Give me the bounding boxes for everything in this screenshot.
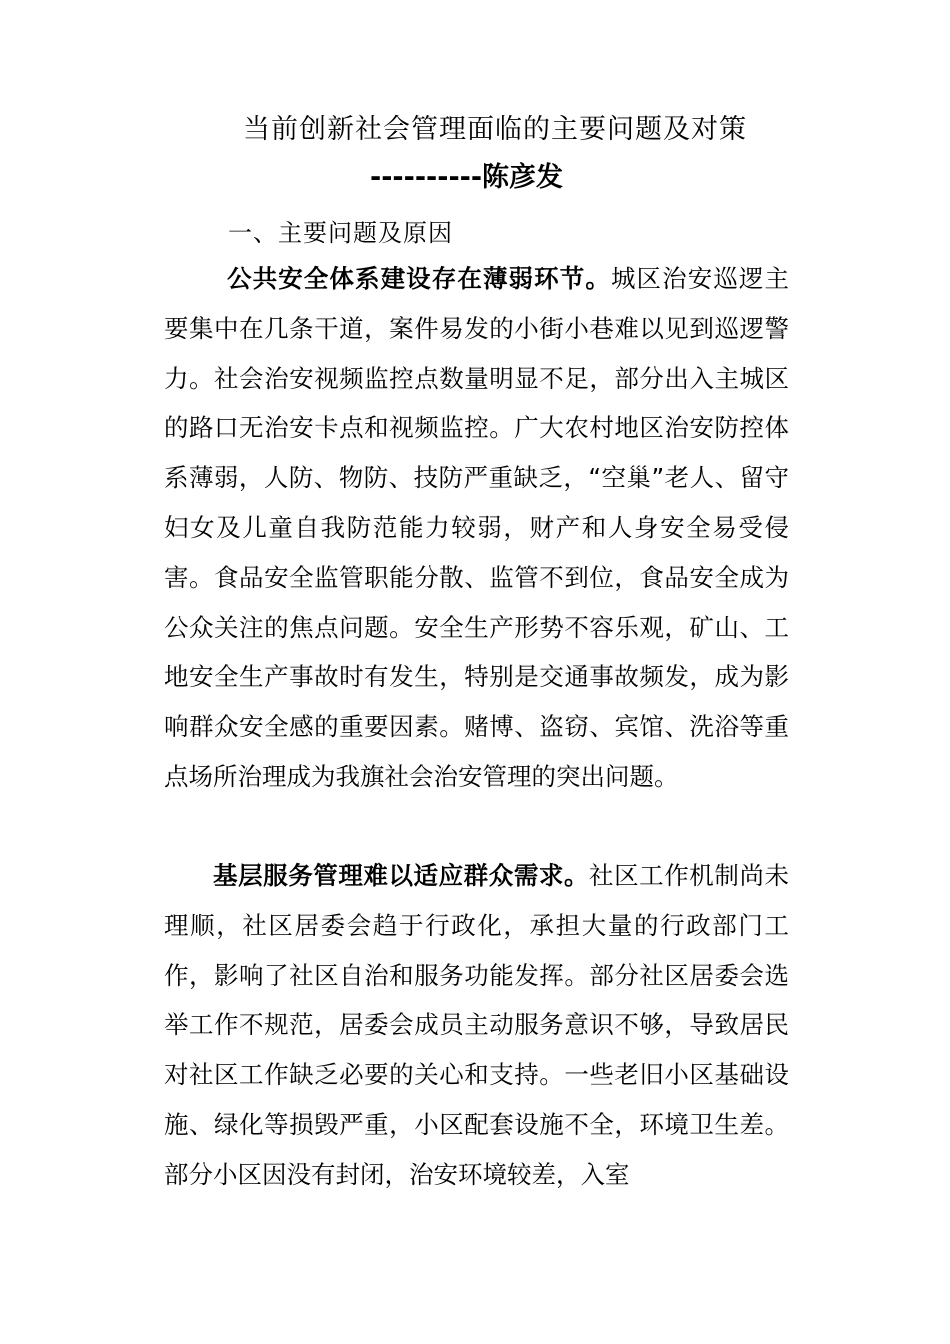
document-title: 当前创新社会管理面临的主要问题及对策 bbox=[243, 114, 747, 145]
section-heading: 一、主要问题及原因 bbox=[228, 219, 453, 247]
paragraph-body: 城区治安巡逻主要集中在几条干道，案件易发的小街小巷难以见到巡逻警力。社会治安视频监控点数量明显不足，部分出入主城区的路口无治安卡点和视频监控。广大农村地区治安防控体系薄弱，人防、物防、技防严重缺乏，“空巢”老人、留守妇女及儿童自我防范能力较弱，财产和人身安全易受侵害。食品安全监管职能分散、监管不到位，食品安全成为公众关注的焦点问题。安全生产形势不容乐观，矿山、工地安全生产事故时有发生，特别是交通事故频发，成为影响群众安全感的重要因素。赌博、盗窃、宾馆、洗浴等重点场所治理成为我旗社会治安管理的突出问题。 bbox=[164, 264, 790, 791]
paragraph-public-safety bbox=[164, 254, 789, 802]
paragraph-grassroots-service bbox=[164, 851, 789, 1200]
paragraph-body: 社区工作机制尚未理顺，社区居委会趋于行政化，承担大量的行政部门工作，影响了社区自治和服务功能发挥。部分社区居委会选举工作不规范，居委会成员主动服务意识不够，导致居民对社区工作缺乏必要的关心和支持。一些老旧小区基础设施、绿化等损毁严重，小区配套设施不全，环境卫生差。部分小区因没有封闭，治安环境较差，入室 bbox=[164, 861, 790, 1189]
paragraph-lead: 公共安全体系建设存在薄弱环节。 bbox=[227, 264, 611, 293]
paragraph-lead: 基层服务管理难以适应群众需求。 bbox=[213, 861, 590, 890]
document-author: ----------陈彦发 bbox=[370, 162, 564, 193]
